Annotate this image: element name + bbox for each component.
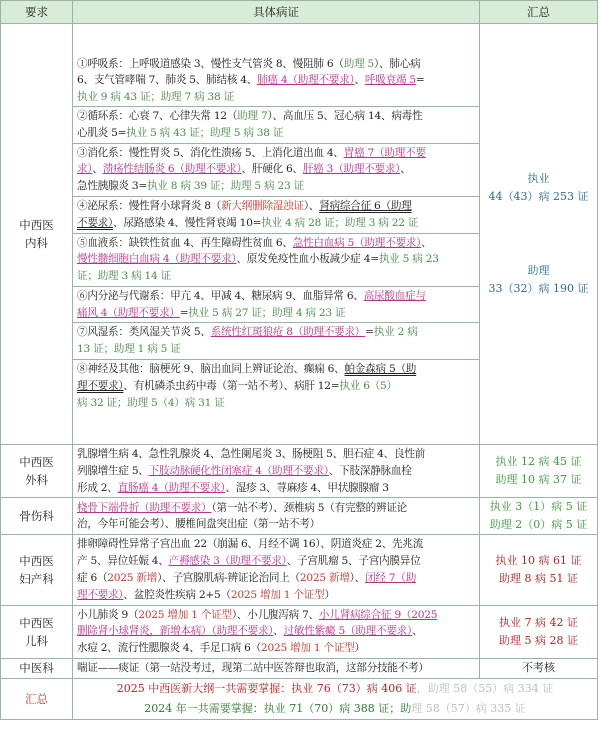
- internal-zhiye-count: 44（43）病 253 证: [488, 190, 589, 203]
- tcm-summary: 不考核: [480, 658, 598, 678]
- gyn-label: 中西医 妇产科: [1, 535, 73, 605]
- internal-zhuli-count: 33（32）病 190 证: [488, 282, 589, 295]
- ortho-summary: 执业 3（1）病 5 证 助理 2（0）病 5 证: [480, 498, 598, 535]
- internal-medicine-row: [1, 24, 598, 445]
- tcm-label: 中医科: [1, 658, 73, 678]
- circulatory-system: ②循环系：心衰 7、心律失常 12（助理 7）、高血压 5、冠心病 14、病毒性 心肌炎 5=执业 5 病 43 证；助理 5 病 38 证: [73, 106, 479, 143]
- gyn-content: 排卵障碍性异常子宫出血 22（崩漏 6、月经不调 16）、阴道炎症 2、先兆流 产 5、异位妊娠 4、产褥感染 3（助理不要求）、子宫肌瘤 5、子宫内膜异位 症 6（2025 新增）、子宫腺肌病-辨证论治同上（2025 新增）、闭经 7（助 理不要求）、盆腔炎性疾病 2+5（2025 增加 1 个证型）: [73, 535, 480, 605]
- ortho-content: 桡骨下端骨折（助理不要求）（第一站不考）、颈椎病 5（有完整的辨证论 治，今年可能会考）、腰椎间盘突出症（第一站不考）: [73, 498, 480, 535]
- pediatrics-label: 中西医 儿科: [1, 605, 73, 658]
- surgery-summary: 执业 12 病 45 证 助理 10 病 37 证: [480, 445, 598, 498]
- internal-zhuli-label: 助理: [527, 264, 550, 277]
- respiratory-system: ①呼吸系：上呼吸道感染 3、慢性支气管炎 8、慢阻肺 6（助理 5）、肺心病 6、支气管哮喘 7、肺炎 5、肺结核 4、肺癌 4（助理不要求）、呼吸衰竭 5= 执业 9 病 43 证；助理 7 病 38 证: [77, 57, 425, 104]
- total-content: 2025 中西医新大纲一共需要掌握：执业 76（73）病 406 证，助理 58（55）病 334 证 2024 年一共需要掌握：执业 71（70）病 388 证；助理 58（57）病 335 证: [73, 678, 598, 719]
- tcm-row: [1, 658, 598, 678]
- rheumatic-system: ⑦风湿系：类风湿关节炎 5、系统性红斑狼疮 8（助理不要求）=执业 2 病 13 证；助理 1 病 5 证: [73, 322, 479, 359]
- header-requirement: 要求: [1, 1, 73, 24]
- ortho-label: 骨伤科: [1, 498, 73, 535]
- header-row: [1, 1, 598, 24]
- ortho-row: [1, 498, 598, 535]
- internal-medicine-label-text: 中西医内科: [19, 218, 54, 250]
- gyn-row: [1, 535, 598, 605]
- blood-system: ⑤血液系：缺铁性贫血 4、再生障碍性贫血 6、急性白血病 5（助理不要求）、 慢性髓细胞白血病 4（助理不要求）、原发免疫性血小板减少症 4=执业 5 病 23 证；助理 3 病 14 证: [73, 233, 479, 286]
- internal-medicine-content: [73, 24, 480, 445]
- gyn-summary: 执业 10 病 61 证 助理 8 病 51 证: [480, 535, 598, 605]
- neuro-and-other: ⑧神经及其他：脑梗死 9、脑出血同上辨证论治、癫痫 6、帕金森病 5（助 理不要求）、有机磷杀虫药中毒（第一站不考）、病肝 12=执业 6（5） 病 32 证；助理 5（4）病 31 证: [73, 359, 479, 412]
- tcm-content: 喘证——痰证（第一站没考过，现第二站中医答辩也取消，这部分技能不考）: [73, 658, 480, 678]
- header-summary: 汇总: [480, 1, 598, 24]
- internal-medicine-label: [1, 24, 73, 445]
- surgery-content: 乳腺增生病 4、急性乳腺炎 4、急性阑尾炎 3、肠梗阻 5、胆石症 4、良性前 列腺增生症 5、下肢动脉硬化性闭塞症 4（助理不要求）、下肢深静脉血栓 形成 2、直肠癌 4（助理不要求）、湿疹 3、荨麻疹 4、甲状腺腺瘤 3: [73, 445, 480, 498]
- pediatrics-summary: 执业 7 病 42 证 助理 5 病 28 证: [480, 605, 598, 658]
- endocrine-system: ⑥内分泌与代谢系：甲亢 4、甲减 4、糖尿病 9、血脂异常 6、高尿酸血症与 痛风 4（助理不要求）=执业 5 病 27 证；助理 4 病 23 证: [73, 286, 479, 323]
- pediatrics-row: [1, 605, 598, 658]
- surgery-row: [1, 445, 598, 498]
- urinary-system: ④泌尿系：慢性肾小球肾炎 8（新大纲删除湿浊证）、肾病综合征 6（助理 不要求）、尿路感染 4、慢性肾衰竭 10=执业 4 病 28 证；助理 3 病 22 证: [73, 196, 479, 233]
- header-specific-diseases: 具体病证: [73, 1, 480, 24]
- digestive-system: ③消化系：慢性胃炎 5、消化性溃疡 5、上消化道出血 4、胃癌 7（助理不要 求）、溃疡性结肠炎 6（助理不要求）、肝硬化 6、肝癌 3（助理不要求）、 急性胰腺炎 3=执业 8 病 39 证；助理 5 病 23 证: [73, 143, 479, 196]
- internal-zhiye-label: 执业: [527, 172, 550, 185]
- pediatrics-content: 小儿肺炎 9（2025 增加 1 个证型）、小儿腹泻病 7、小儿肾病综合征 9（2025 删除肾小球肾炎，新增本病）（助理不要求）、过敏性紫癜 5（助理不要求）、 水痘 2、流行性腮腺炎 4、手足口病 6（2025 增加 1 个证型）: [73, 605, 480, 658]
- total-label: 汇总: [1, 678, 73, 719]
- internal-medicine-summary: [480, 24, 598, 445]
- total-row: [1, 678, 598, 719]
- surgery-label: 中西医 外科: [1, 445, 73, 498]
